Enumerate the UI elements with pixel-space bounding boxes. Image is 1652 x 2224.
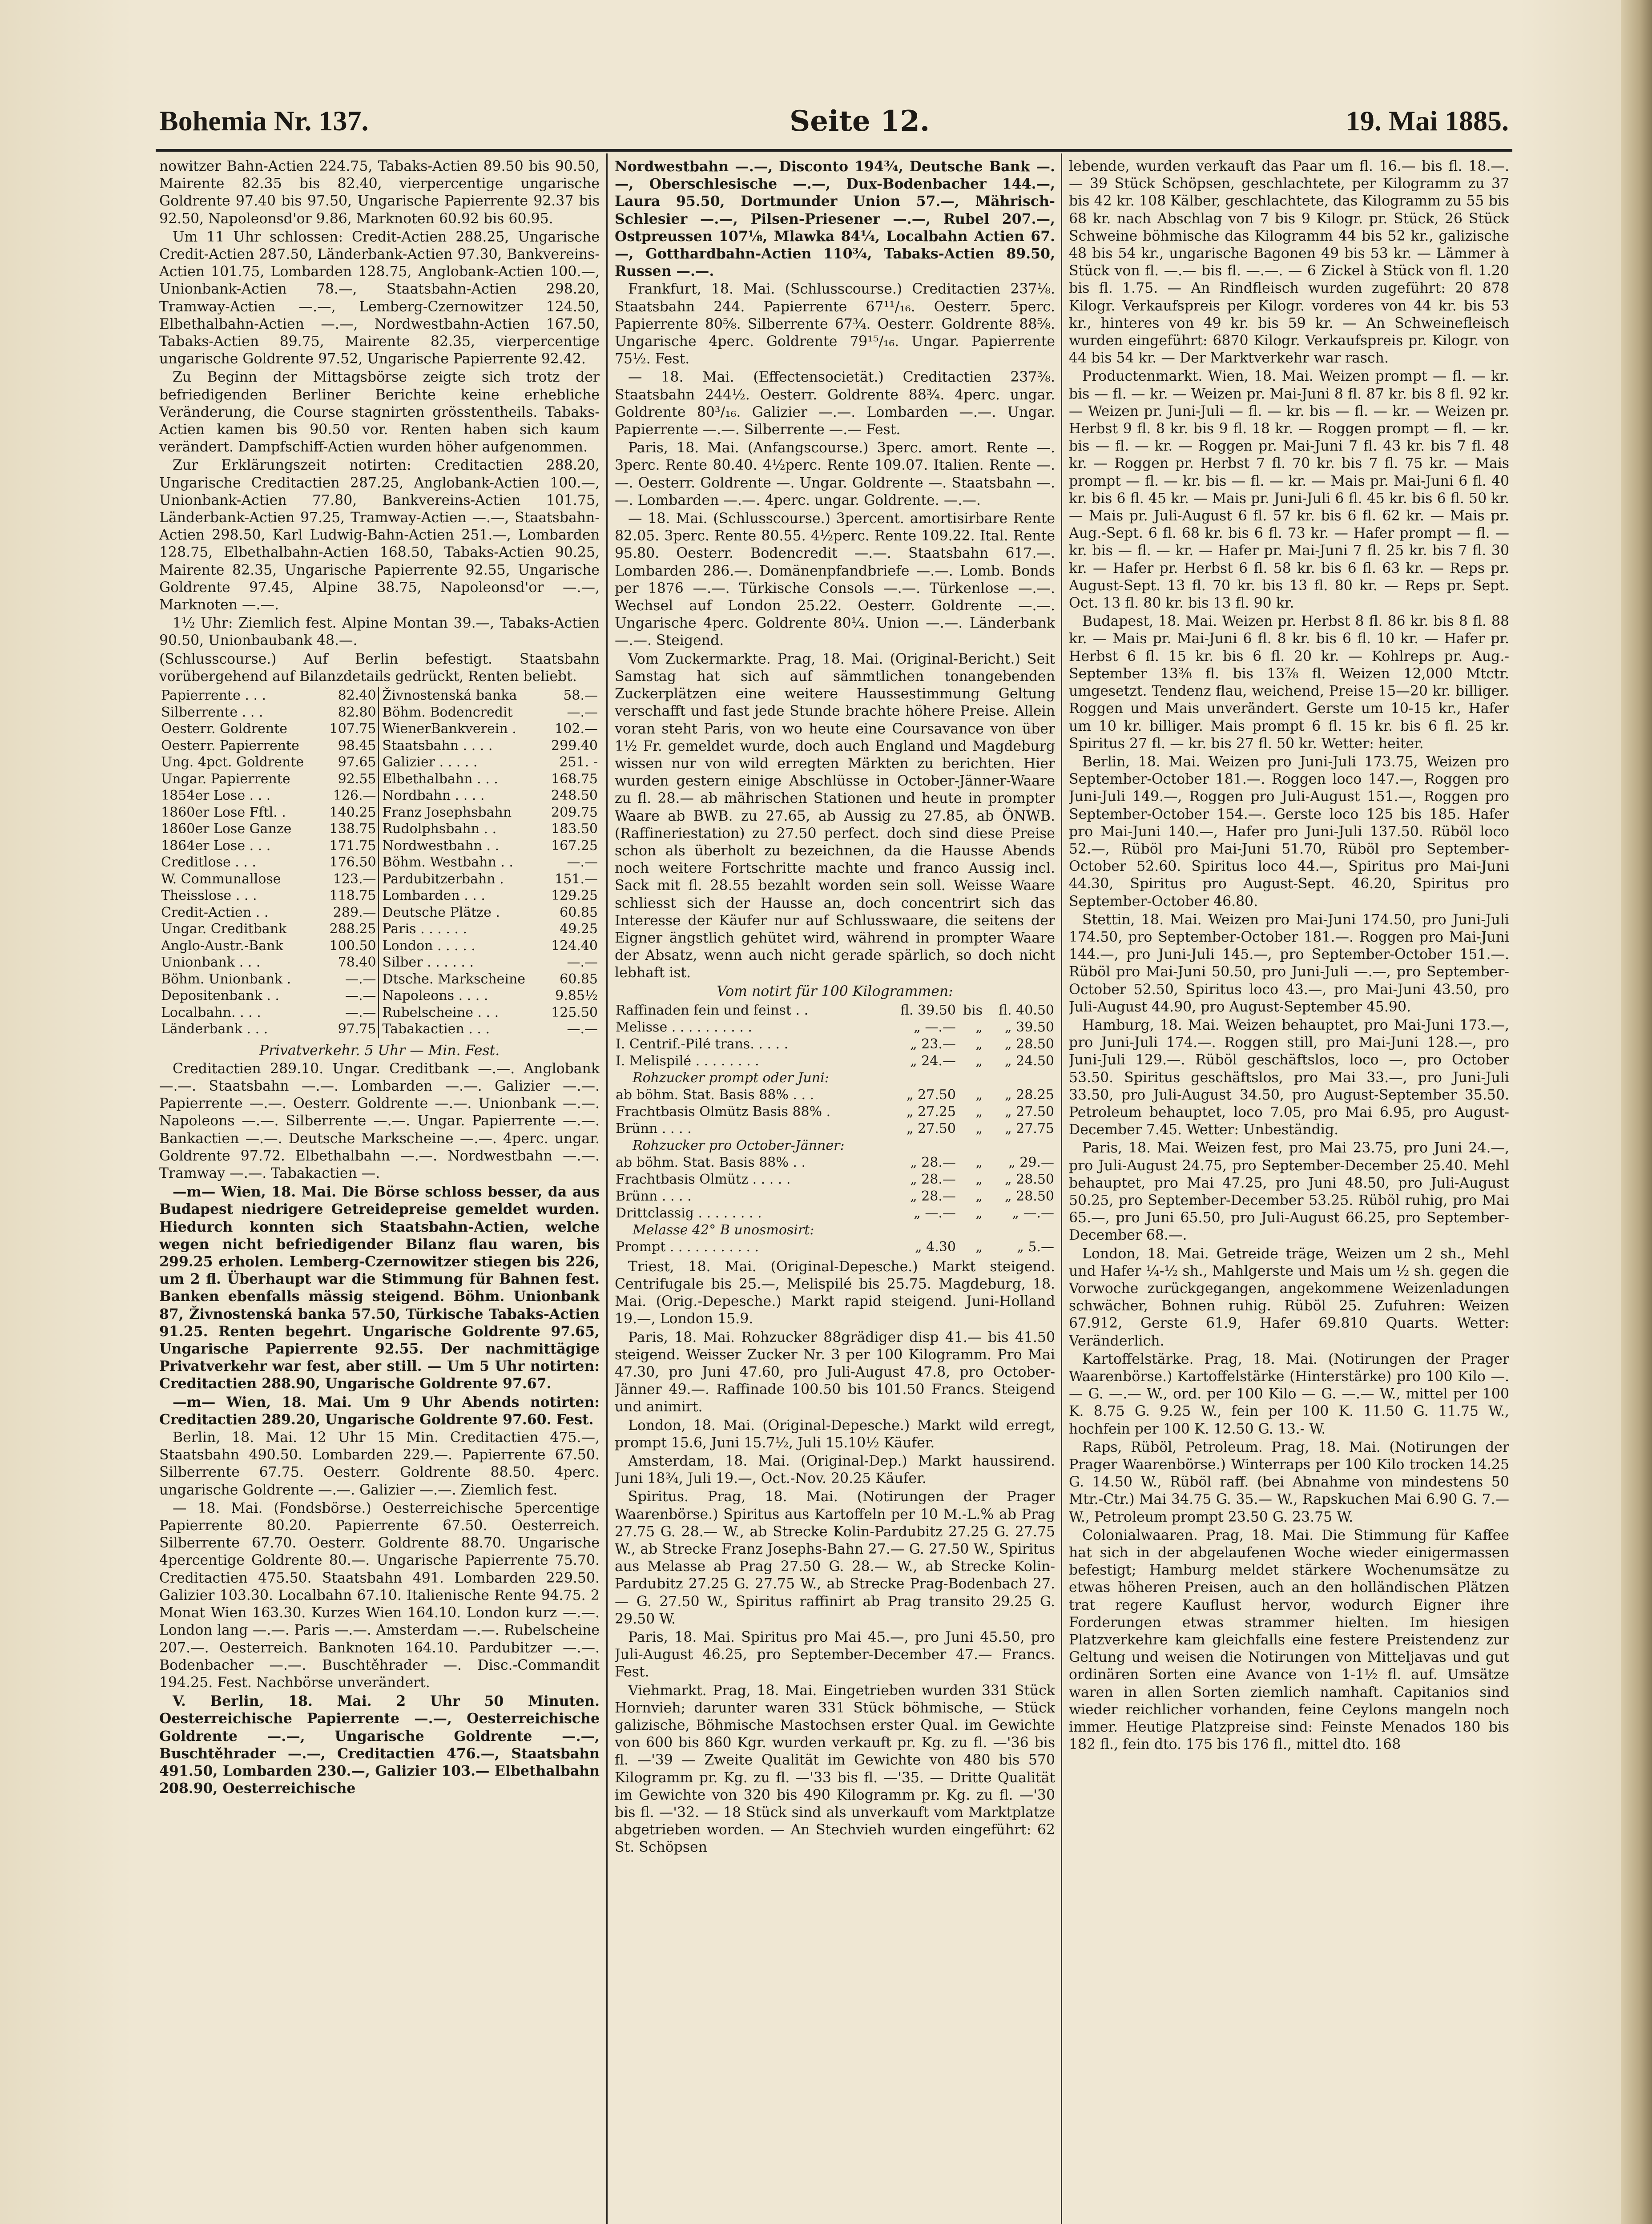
security-name: Anglo-Austr.-Bank xyxy=(161,938,283,954)
security-name: Creditlose . . . xyxy=(161,854,256,870)
security-name: Ungar. Papierrente xyxy=(161,771,290,787)
security-price: 97.75 xyxy=(322,1021,379,1038)
security-name: 1860er Lose Fftl. . xyxy=(161,804,286,820)
security-name: Ungar. Creditbank xyxy=(161,921,287,937)
table-row xyxy=(159,704,600,721)
commodity-name: Frachtbasis Olmütz . . . . . xyxy=(616,1171,791,1187)
table-row xyxy=(159,1021,600,1038)
commodity-name: Melisse . . . . . . . . . . xyxy=(616,1019,752,1035)
paragraph: Colonialwaaren. Prag, 18. Mai. Die Stimmung für Kaffee hat sich in der abgelaufenen Woche wieder einigermassen befestigt; Hamburg meldet stärkere Wochenumsätze zu etwas höheren Preisen, auch an den holländischen Plätzen trat regere Kauflust hervor, wodurch Eigner ihre Forderungen etwas strammer hielten. Im hiesigen Platzverkehre kam gleichfalls eine festere Preistendenz zur Geltung und weisen die Notirungen von Mitteljavas und gut ordinären Sorten eine Avance von 1-1½ fl. auf. Umsätze waren in allen Sorten ziemlich namhaft. Capitanios sind wieder reichlicher vorhanden, feine Ceylons mangeln noch immer. Heutige Platzpreise sind: Feinste Menados 180 bis 182 fl., fein dto. 175 bis 176 fl., mittel dto. 168 xyxy=(1069,1527,1509,1753)
table-row xyxy=(159,921,600,938)
table-row xyxy=(159,821,600,838)
table-row xyxy=(159,737,600,754)
paragraph: Nordwestbahn —.—, Disconto 194¾, Deutsche Bank —.—, Oberschlesische —.—, Dux-Bodenbacher 144.—, Laura 95.50, Dortmunder Union 57.—, Mährisch-Schlesier —.—, Pilsen-Priesener —.—, Rubel 207.—, Ostpreussen 107⅛, Mlawka 84¼, Localbahn Actien 67.—, Gotthardbahn-Actien 110¾, Tabaks-Actien 89.50, Russen —.—. xyxy=(615,158,1055,280)
commodity-name: Drittclassig . . . . . . . . xyxy=(616,1205,762,1221)
commodity-price: „ 5.— xyxy=(1017,1239,1054,1255)
security-name: Nordwestbahn . . xyxy=(382,838,500,854)
security-price: 248.50 xyxy=(551,788,598,804)
security-price: 168.75 xyxy=(551,771,598,787)
security-name: Paris . . . . . . xyxy=(382,921,467,937)
security-price: 171.75 xyxy=(322,838,379,854)
table-row xyxy=(615,1239,1055,1256)
table-row xyxy=(159,954,600,971)
security-price: 140.25 xyxy=(322,804,379,821)
header-page-number: Seite 12. xyxy=(790,105,930,138)
paragraph: Budapest, 18. Mai. Weizen pr. Herbst 8 fl. 86 kr. bis 8 fl. 88 kr. — Mais pr. Mai-Juni 6 fl. 8 kr. bis 6 fl. 10 kr. — Hafer pr. Herbst 6 fl. 15 kr. bis 6 fl. 20 kr. — Kohlreps pr. Aug.-September 13⅜ fl. bis 13⅞ fl. Weizen 12,000 Mtctr. umgesetzt. Tendenz flau, weichend, Preise 15—20 kr. billiger. Roggen und Mais unverändert. Gerste um 10-15 kr., Hafer um 10 kr. billiger. Mais prompt 6 fl. 15 kr. bis 6 fl. 25 kr. Spiritus 27 fl. — kr. bis 27 fl. 50 kr. Wetter: heiter. xyxy=(1069,613,1509,752)
commodity-price: „ xyxy=(975,1019,983,1035)
commodity-name: I. Centrif.-Pilé trans. . . . . xyxy=(616,1036,789,1052)
commodity-name: Brünn . . . . xyxy=(616,1120,692,1136)
table-row xyxy=(159,838,600,854)
paragraph: Berlin, 18. Mai. Weizen pro Juni-Juli 173.75, Weizen pro September-October 181.—. Roggen loco 147.—, Roggen pro Juni-Juli 149.—, Roggen pro Juli-August 151.—, Roggen pro September-October 154.—. Gerste loco 125 bis 185. Hafer pro Mai-Juni 140.—, Hafer pro Juni-Juli 137.50. Rüböl loco 52.—, Rüböl pro Mai-Juni 51.70, Rüböl pro September-October 52.60. Spiritus loco 44.—, Spiritus pro Mai-Juni 44.30, Spiritus pro August-Sept. 46.20, Spiritus pro September-October 46.80. xyxy=(1069,753,1509,910)
commodity-name: ab böhm. Stat. Basis 88% . . . xyxy=(616,1087,814,1103)
paragraph: — 18. Mai. (Fondsbörse.) Oesterreichische 5percentige Papierrente 80.20. Papierrente 67.50. Oesterreich. Silberrente 67.70. Oesterr. Goldrente 88.70. Ungarische 4percentige Goldrente 80.—. Ungarische Papierrente 75.70. Creditactien 475.50. Staatsbahn 491. Lombarden 229.50. Galizier 103.30. Localbahn 67.10. Italienische Rente 94.75. 2 Monat Wien 163.30. Kurzes Wien 164.10. London kurz —.—. London lang —.—. Paris —.—. Amsterdam —.—. Rubelscheine 207.—. Oesterreich. Banknoten 164.10. Pardubitzer —.—. Bodenbacher —.—. Buschtěhrader —. Disc.-Commandit 194.25. Fest. Nachbörse unverändert. xyxy=(159,1500,600,1691)
commodity-price: „ 28.— xyxy=(910,1154,956,1170)
security-name: Rubelscheine . . . xyxy=(382,1004,499,1020)
security-price: 289.— xyxy=(322,904,379,921)
security-name: Staatsbahn . . . . xyxy=(382,737,493,753)
security-name: Länderbank . . . xyxy=(161,1021,268,1037)
subheading-text: Melasse 42° B unosmosirt: xyxy=(633,1222,814,1238)
paragraph: Paris, 18. Mai. Weizen fest, pro Mai 23.75, pro Juni 24.—, pro Juli-August 24.75, pro September-December 25.40. Mehl behauptet, pro Mai 47.25, pro Juni 48.50, pro Juli-August 50.25, pro September-December 53.25. Rüböl ruhig, pro Mai 65.—, pro Juni 65.50, pro Juli-August 66.25, pro September-December 68.—. xyxy=(1069,1140,1509,1244)
commodity-price: „ —.— xyxy=(914,1019,956,1035)
security-name: Galizier . . . . . xyxy=(382,754,478,770)
security-name: Papierrente . . . xyxy=(161,688,266,704)
security-name: Böhm. Bodencredit xyxy=(382,704,513,720)
commodity-name: Raffinaden fein und feinst . . xyxy=(616,1002,809,1018)
security-price: 167.25 xyxy=(551,838,598,854)
paragraph: Zu Beginn der Mittagsbörse zeigte sich trotz der befriedigenden Berliner Berichte keine erhebliche Veränderung, die Course stagnirten grösstentheils. Tabaks-Actien kamen bis 90.50 vor. Renten haben sich kaum verändert. Dampfschiff-Actien wurden höher aufgenommen. xyxy=(159,369,600,455)
table-row xyxy=(615,1002,1055,1019)
security-price: —.— xyxy=(322,971,379,988)
security-name: Napoleons . . . . xyxy=(382,988,488,1004)
commodity-price: „ 27.50 xyxy=(906,1087,956,1103)
security-price: 100.50 xyxy=(322,938,379,955)
table-row xyxy=(615,1171,1055,1188)
commodity-price: „ 27.25 xyxy=(906,1104,956,1120)
paragraph: Triest, 18. Mai. (Original-Depesche.) Markt steigend. Centrifugale bis 25.—, Melispilé bis 25.75. Magdeburg, 18. Mai. (Orig.-Depesche.) Markt rapid steigend. Juni-Holland 19.—, London 15.9. xyxy=(615,1258,1055,1327)
column-divider xyxy=(606,153,608,2224)
security-name: Unionbank . . . xyxy=(161,955,261,971)
security-price: —.— xyxy=(322,1004,379,1021)
commodity-price: „ xyxy=(975,1036,983,1052)
paragraph: lebende, wurden verkauft das Paar um fl. 16.— bis fl. 18.—. — 39 Stück Schöpsen, geschlachtete, per Kilogramm zu 37 bis 42 kr. 108 Kälber, geschlachtete, das Kilogramm zu 55 bis 68 kr. nach Abschlag von 7 bis 9 Kilogr. pr. Stück, 26 Stück Schweine böhmische das Kilogramm 44 bis 52 kr., galizische 48 bis 54 kr., ungarische Bagonen 49 bis 53 kr. — Lämmer à Stück von fl. —.— bis fl. —.—. — 6 Zickel à Stück von fl. 1.20 bis fl. 1.75. — An Rindfleisch wurden zugeführt: 20 878 Kilogr. Verkaufspreis per Kilogr. vorderes von 44 kr. bis 53 kr., hinteres von 49 kr. bis 59 kr. — An Schweinefleisch wurden eingeführt: 6870 Kilogr. Verkaufspreis pr. Kilogr. von 44 bis 54 kr. — Der Marktverkehr war rasch. xyxy=(1069,158,1509,367)
paragraph: Raps, Rüböl, Petroleum. Prag, 18. Mai. (Notirungen der Prager Waarenbörse.) Winterraps per 100 Kilo trocken 14.25 G. 14.50 W., Rüböl raff. (bei Abnahme von mindestens 50 Mtr.-Ctr.) Mai 34.75 G. 35.— W., Rapskuchen Mai 6.90 G. 7.— W., Petroleum prompt 23.50 G. 23.75 W. xyxy=(1069,1439,1509,1525)
paragraph: Frankfurt, 18. Mai. (Schlusscourse.) Creditactien 237⅛. Staatsbahn 244. Papierrente 67¹¹/₁₆. Oesterr. 5perc. Papierrente 80⅝. Silberrente 67¾. Oesterr. Goldrente 88⅝. Ungarische 4perc. Goldrente 79¹⁵/₁₆. Ungar. Papierrente 75½. Fest. xyxy=(615,281,1055,367)
security-name: Ung. 4pct. Goldrente xyxy=(161,754,304,770)
paragraph: Spiritus. Prag, 18. Mai. (Notirungen der Prager Waarenbörse.) Spiritus aus Kartoffeln per 10 M.-L.% ab Prag 27.75 G. 28.— W., ab Strecke Kolin-Pardubitz 27.25 G. 27.75 W., ab Strecke Franz Josephs-Bahn 27.— G. 27.50 W., Spiritus aus Melasse ab Prag 27.50 G. 28.— W., ab Strecke Kolin-Pardubitz 27.25 G. 27.75 W., ab Strecke Prag-Bodenbach 27.— G. 27.50 W., Spiritus raffinirt ab Prag transito 29.25 G. 29.50 W. xyxy=(615,1489,1055,1627)
commodity-price: „ 28.50 xyxy=(1005,1188,1054,1204)
commodity-price: bis xyxy=(963,1002,983,1018)
column-3 xyxy=(1069,158,1509,2224)
paragraph: 1½ Uhr: Ziemlich fest. Alpine Montan 39.—, Tabaks-Actien 90.50, Unionbaubank 48.—. xyxy=(159,615,600,649)
table-row xyxy=(159,871,600,888)
security-price: 82.40 xyxy=(322,687,379,704)
paragraph: Kartoffelstärke. Prag, 18. Mai. (Notirungen der Prager Waarenbörse.) Kartoffelstärke (Hinterstärke) pro 100 Kilo —.— G. —.— W., ord. per 100 Kilo — G. —.— W., mittel per 100 K. 8.75 G. 9.25 W., fein per 100 K. 11.50 G. 11.75 W., hochfein per 100 K. 12.50 G. 13.- W. xyxy=(1069,1351,1509,1437)
paragraph: —m— Wien, 18. Mai. Die Börse schloss besser, da aus Budapest niedrigere Getreidepreise gemeldet wurden. Hiedurch konnten sich Staatsbahn-Actien, welche wegen nicht befriedigender Bilanz flau waren, bis 299.25 erholen. Lemberg-Czernowitzer stiegen bis 226, um 2 fl. Überhaupt war die Stimmung für Bahnen fest. Banken ebenfalls mässig steigend. Böhm. Unionbank 87, Živnostenská banka 57.50, Türkische Tabaks-Actien 91.25. Renten begehrt. Ungarische Goldrente 97.65, Ungarische Papierrente 92.55. Der nachmittägige Privatverkehr war fest, aber still. — Um 5 Uhr notirten: Creditactien 288.90, Ungarische Goldrente 97.67. xyxy=(159,1184,600,1392)
commodity-price: „ 27.50 xyxy=(1005,1104,1054,1120)
table-row xyxy=(159,721,600,737)
table-row xyxy=(159,771,600,788)
security-price: 124.40 xyxy=(551,938,598,954)
paragraph: (Schlusscourse.) Auf Berlin befestigt. Staatsbahn vorübergehend auf Bilanzdetails gedrückt, Renten beliebt. xyxy=(159,651,600,685)
table-subheading xyxy=(615,1222,1055,1239)
table-row xyxy=(159,904,600,921)
paragraph: Zur Erklärungszeit notirten: Creditactien 288.20, Ungarische Creditactien 287.25, Anglobank-Actien 100.—, Unionbank-Actien 77.80, Bankvereins-Actien 101.75, Länderbank-Actien 97.25, Tramway-Actien —.—, Staatsbahn-Actien 298.50, Karl Ludwig-Bahn-Actien 251.—, Lombarden 128.75, Elbethalbahn-Actien 168.50, Tabaks-Actien 90.25, Mairente 82.35, Ungarische Papierrente 92.55, Ungarische Goldrente 97.45, Alpine 38.75, Napoleonsd'or —.—, Marknoten —.—. xyxy=(159,457,600,613)
security-name: Lombarden . . . xyxy=(382,888,485,904)
commodity-price: „ 27.75 xyxy=(1005,1120,1054,1136)
security-name: Oesterr. Goldrente xyxy=(161,721,288,737)
commodity-price: „ 24.50 xyxy=(1005,1053,1054,1069)
paragraph: Amsterdam, 18. Mai. (Original-Dep.) Markt haussirend. Juni 18¾, Juli 19.—, Oct.-Nov. 20.25 Käufer. xyxy=(615,1453,1055,1487)
commodity-price: „ xyxy=(975,1171,983,1187)
security-name: 1854er Lose . . . xyxy=(161,788,271,804)
security-name: Oesterr. Papierrente xyxy=(161,737,299,753)
table-subheading xyxy=(615,1137,1055,1154)
security-price: 123.— xyxy=(322,871,379,888)
security-price: 176.50 xyxy=(322,854,379,871)
table-row xyxy=(159,987,600,1004)
security-price: 126.— xyxy=(322,787,379,804)
security-name: Deutsche Plätze . xyxy=(382,904,500,920)
security-name: Nordbahn . . . . xyxy=(382,788,485,804)
security-price: —.— xyxy=(567,1021,598,1037)
commodity-price: fl. 39.50 xyxy=(900,1002,956,1018)
table-row xyxy=(615,1019,1055,1036)
table-row xyxy=(159,754,600,771)
security-name: 1864er Lose . . . xyxy=(161,838,271,854)
commodity-name: Prompt . . . . . . . . . . . xyxy=(616,1239,759,1255)
paragraph: Productenmarkt. Wien, 18. Mai. Weizen prompt — fl. — kr. bis — fl. — kr. — Weizen pr. Mai-Juni 8 fl. 87 kr. bis 8 fl. 92 kr. — Weizen pr. Juni-Juli — fl. — kr. bis — fl. — kr. — Weizen pr. Herbst 9 fl. 8 kr. bis 9 fl. 18 kr. — Roggen prompt — fl. — kr. bis — fl. — kr. — Roggen pr. Mai-Juni 7 fl. 43 kr. bis 7 fl. 48 kr. — Roggen pr. Herbst 7 fl. 70 kr. bis 7 fl. 75 kr. — Mais prompt — fl. — kr. bis — fl. — kr. — Mais pr. Mai-Juni 6 fl. 40 kr. bis 6 fl. 45 kr. — Mais pr. Juni-Juli 6 fl. 45 kr. bis 6 fl. 50 kr. — Mais pr. Juli-August 6 fl. 57 kr. bis 6 fl. 62 kr. — Mais pr. Aug.-Sept. 6 fl. 68 kr. bis 6 fl. 73 kr. — Hafer prompt — fl. — kr. bis — fl. — kr. — Hafer pr. Mai-Juni 7 fl. 25 kr. bis 7 fl. 30 kr. — Hafer pr. Herbst 6 fl. 58 kr. bis 6 fl. 63 kr. — Reps pr. August-Sept. 13 fl. 70 kr. bis 13 fl. 80 kr. — Reps pr. Sept. Oct. 13 fl. 80 kr. bis 13 fl. 90 kr. xyxy=(1069,368,1509,612)
security-name: Depositenbank . . xyxy=(161,988,279,1004)
paragraph: Paris, 18. Mai. Spiritus pro Mai 45.—, pro Juni 45.50, pro Juli-August 46.25, pro September-December 47.— Francs. Fest. xyxy=(615,1629,1055,1680)
commodity-price: „ 23.— xyxy=(910,1036,956,1052)
table-row xyxy=(159,854,600,871)
paragraph: Um 11 Uhr schlossen: Credit-Actien 288.25, Ungarische Credit-Actien 287.50, Länderbank-Actien 97.30, Bankvereins-Actien 101.75, Lombarden 128.75, Anglobank-Actien 100.—, Unionbank-Actien 78.—, Staatsbahn-Actien 298.20, Tramway-Actien —.—, Lemberg-Czernowitzer 124.50, Elbethalbahn-Actien —.—, Nordwestbahn-Actien 167.50, Tabaks-Actien 89.75, Mairente 82.35, vierpercentige ungarische Goldrente 97.52, Ungarische Papierrente 92.42. xyxy=(159,229,600,367)
security-name: Pardubitzerbahn . xyxy=(382,871,504,887)
table-row xyxy=(615,1104,1055,1120)
commodity-price: „ xyxy=(975,1205,983,1221)
commodity-price: „ xyxy=(975,1053,983,1069)
paragraph: Vom Zuckermarkte. Prag, 18. Mai. (Original-Bericht.) Seit Samstag hat sich auf sämmtlichen tonangebenden Zuckerplätzen eine weitere Haussestimmung Geltung verschafft und fast jede Stunde brachte höhere Preise. Allein voran steht Paris, von wo heute eine Coursavance von über 1½ Fr. gemeldet wurde, doch auch England und Magdeburg wissen nur von wild erregten Märkten zu berichten. Hier wurden gestern einige Abschlüsse in October-Jänner-Waare zu fl. 28.— ab mährischen Stationen und heute in prompter Waare ab BWB. zu 27.65, ab Aussig zu 27.85, ab ÖNWB. (Raffineriestation) zu 27.50 perfect. doch sind diese Preise schon als überholt zu bezeichnen, da die Hausse Abends noch weitere Fortschritte machte und franco Aussig incl. Sack mit fl. 28.55 bezahlt worden sein soll. Weisse Waare schliesst sich der Hausse an, doch concentrirt sich das Interesse der Käufer nur auf Schlusswaare, die seitens der Eigner ängstlich gehütet wird, während in prompter Waare der Absatz, wenn auch nicht gerade spärlich, so doch nicht lebhaft ist. xyxy=(615,651,1055,981)
security-price: 82.80 xyxy=(322,704,379,721)
column-1 xyxy=(159,158,600,2224)
security-price: 49.25 xyxy=(560,921,598,937)
commodity-price: „ 28.50 xyxy=(1005,1171,1054,1187)
commodity-name: Frachtbasis Olmütz Basis 88% . xyxy=(616,1104,831,1120)
table-row xyxy=(159,687,600,704)
security-name: Theisslose . . . xyxy=(161,888,257,904)
commodity-price: „ xyxy=(975,1239,983,1255)
table-row xyxy=(159,938,600,955)
paragraph: London, 18. Mai. (Original-Depesche.) Markt wild erregt, prompt 15.6, Juni 15.7½, Juli 15.10½ Käufer. xyxy=(615,1417,1055,1451)
security-price: 183.50 xyxy=(551,821,598,837)
subheading-text: Rohzucker prompt oder Juni: xyxy=(633,1070,829,1086)
commodity-price: „ xyxy=(975,1188,983,1204)
commodity-price: „ xyxy=(975,1104,983,1120)
subheading-text: Rohzucker pro October-Jänner: xyxy=(633,1137,845,1153)
commodity-price: „ xyxy=(975,1087,983,1103)
commodity-price: „ 27.50 xyxy=(906,1120,956,1136)
commodity-price: „ —.— xyxy=(914,1205,956,1221)
security-name: Rudolphsbahn . . xyxy=(382,821,497,837)
paragraph: London, 18. Mai. Getreide träge, Weizen um 2 sh., Mehl und Hafer ¼-½ sh., Mahlgerste und Mais um ½ sh. gegen die Vorwoche zurückgegangen, angekommene Weizenladungen schwächer, Bohnen ruhig. Rüböl 25. Zufuhren: Weizen 67.912, Gerste 61.9, Hafer 69.810 Quarts. Wetter: Veränderlich. xyxy=(1069,1245,1509,1349)
commodity-price: „ —.— xyxy=(1012,1205,1054,1221)
security-name: Böhm. Westbahn . . xyxy=(382,854,513,870)
column-2 xyxy=(615,158,1055,2224)
paragraph: nowitzer Bahn-Actien 224.75, Tabaks-Actien 89.50 bis 90.50, Mairente 82.35 bis 82.40, vierpercentige ungarische Goldrente 97.40 bis 97.50, Ungarische Papierrente 92.37 bis 92.50, Napoleonsd'or 9.86, Marknoten 60.92 bis 60.95. xyxy=(159,158,600,227)
commodity-price: „ 28.50 xyxy=(1005,1036,1054,1052)
security-price: 58.— xyxy=(563,688,598,704)
commodity-price: fl. 40.50 xyxy=(999,1002,1054,1018)
table-row xyxy=(615,1205,1055,1222)
security-price: 60.85 xyxy=(560,904,598,920)
security-name: Credit-Actien . . xyxy=(161,904,269,920)
table-subheading xyxy=(615,1070,1055,1087)
table-row xyxy=(159,971,600,988)
security-name: 1860er Lose Ganze xyxy=(161,821,292,837)
paragraph: — 18. Mai. (Effectensocietät.) Creditactien 237⅜. Staatsbahn 244½. Oesterr. Goldrente 88¾. 4perc. ungar. Goldrente 80³/₁₆. Galizier —.—. Lombarden —.—. Ungar. Papierrente —.—. Silberrente —.— Fest. xyxy=(615,369,1055,438)
paragraph: Stettin, 18. Mai. Weizen pro Mai-Juni 174.50, pro Juni-Juli 174.50, pro September-October 181.—. Roggen pro Mai-Juni 144.—, pro Juni-Juli 145.—, pro September-October 151.—. Rüböl pro Mai-Juni 50.50, pro Juni-Juli —.—, pro September-October 52.50, Spiritus loco 43.—, pro Mai-Juni 43.50, pro Juli-August 44.90, pro August-September 45.90. xyxy=(1069,911,1509,1015)
security-price: 78.40 xyxy=(322,954,379,971)
security-price: 209.75 xyxy=(551,804,598,820)
security-price: 251. - xyxy=(559,754,598,770)
table-row xyxy=(159,887,600,904)
table-row xyxy=(615,1120,1055,1137)
paragraph: Berlin, 18. Mai. 12 Uhr 15 Min. Creditactien 475.—, Staatsbahn 490.50. Lombarden 229.—. Papierrente 67.50. Silberrente 67.75. Oesterr. Goldrente 88.50. 4perc. ungarische Goldrente —.—. Galizier —.—. Ziemlich fest. xyxy=(159,1430,600,1498)
security-price: 60.85 xyxy=(560,971,598,987)
security-price: —.— xyxy=(567,704,598,720)
paragraph: Paris, 18. Mai. (Anfangscourse.) 3perc. amort. Rente —. 3perc. Rente 80.40. 4½perc. Rente 109.07. Italien. Rente —.—. Oesterr. Goldrente —. Ungar. Goldrente —. Staatsbahn —.—. Lombarden —.—. 4perc. ungar. Goldrente. —.—. xyxy=(615,440,1055,508)
security-price: 9.85½ xyxy=(555,988,598,1004)
commodity-price: „ xyxy=(975,1154,983,1170)
table-row xyxy=(159,787,600,804)
security-price: 138.75 xyxy=(322,821,379,838)
commodity-name: I. Melispilé . . . . . . . . xyxy=(616,1053,759,1069)
security-name: Localbahn. . . . xyxy=(161,1004,261,1020)
security-price: 151.— xyxy=(555,871,598,887)
security-name: Silberrente . . . xyxy=(161,704,263,720)
table-row xyxy=(159,804,600,821)
commodity-price: „ 28.— xyxy=(910,1171,956,1187)
commodity-price: „ 4.30 xyxy=(915,1239,956,1255)
security-price: 288.25 xyxy=(322,921,379,938)
security-name: WienerBankverein . xyxy=(382,721,516,737)
paragraph: V. Berlin, 18. Mai. 2 Uhr 50 Minuten. Oesterreichische Papierrente —.—, Oesterreichische Goldrente —.—, Ungarische Goldrente —.—, Buschtěhrader —.—, Creditactien 476.—, Staatsbahn 491.50, Lombarden 230.—, Galizier 103.— Elbethalbahn 208.90, Oesterreichische xyxy=(159,1693,600,1797)
header-date: 19. Mai 1885. xyxy=(1346,105,1509,137)
security-name: Tabakactien . . . xyxy=(382,1021,490,1037)
security-name: Silber . . . . . . xyxy=(382,955,474,971)
commodity-price: „ 29.— xyxy=(1008,1154,1054,1170)
commodity-price: „ 28.— xyxy=(910,1188,956,1204)
commodity-name: Brünn . . . . xyxy=(616,1188,692,1204)
security-price: 102.— xyxy=(555,721,598,737)
security-name: Živnostenská banka xyxy=(382,688,517,704)
column-divider xyxy=(1061,153,1062,2224)
page-header xyxy=(156,100,1512,152)
table-row xyxy=(615,1036,1055,1053)
commodity-price: „ xyxy=(975,1120,983,1136)
security-price: —.— xyxy=(567,854,598,870)
paragraph: —m— Wien, 18. Mai. Um 9 Uhr Abends notirten: Creditactien 289.20, Ungarische Goldrente 97.60. Fest. xyxy=(159,1394,600,1428)
table-row xyxy=(159,1004,600,1021)
table-row xyxy=(615,1087,1055,1104)
exchange-rates-table xyxy=(159,687,600,1038)
commodity-price: „ 39.50 xyxy=(1005,1019,1054,1035)
commodity-name: ab böhm. Stat. Basis 88% . . xyxy=(616,1154,806,1170)
security-price: 125.50 xyxy=(551,1004,598,1020)
page-binding-edge xyxy=(1621,0,1652,2224)
table-row xyxy=(615,1188,1055,1205)
security-name: London . . . . . xyxy=(382,938,475,954)
sugar-prices-table xyxy=(615,1002,1055,1256)
paragraph: — 18. Mai. (Schlusscourse.) 3percent. amortisirbare Rente 82.05. 3perc. Rente 80.55. 4½perc. Rente 109.22. Ital. Rente 95.80. Oesterr. Bodencredit —.—. Staatsbahn 617.—. Lombarden 286.—. Domänenpfandbriefe —.—. Lomb. Bonds per 1876 —.—. Türkische Consols —.—. Türkenlose —.—. Wechsel auf London 25.22. Oesterr. Goldrente —.—. Ungarische 4perc. Goldrente 80¼. Union —.—. Länderbank —.—. Steigend. xyxy=(615,511,1055,649)
security-price: 299.40 xyxy=(551,737,598,753)
security-price: 107.75 xyxy=(322,721,379,737)
paragraph: Paris, 18. Mai. Rohzucker 88grädiger disp 41.— bis 41.50 steigend. Weisser Zucker Nr. 3 per 100 Kilogramm. Pro Mai 47.30, pro Juni 47.60, pro Juli-August 47.8, pro October-Jänner 49.—. Raffinade 100.50 bis 101.50 Francs. Steigend und animirt. xyxy=(615,1329,1055,1415)
security-name: Böhm. Unionbank . xyxy=(161,971,291,987)
paragraph: Creditactien 289.10. Ungar. Creditbank —.—. Anglobank —.—. Staatsbahn —.—. Lombarden —.—. Galizier —.—. Papierrente —.—. Oesterr. Goldrente —.—. Unionbank —.—. Napoleons —.—. Silberrente —.—. Ungar. Papierrente —.—. Bankactien —.—. Deutsche Markscheine —.—. 4perc. ungar. Goldrente 97.72. Elbethalbahn —.—. Nordwestbahn —.—. Tramway —.—. Tabakactien —. xyxy=(159,1060,600,1182)
security-name: Elbethalbahn . . . xyxy=(382,771,498,787)
security-price: 92.55 xyxy=(322,771,379,788)
table-row xyxy=(615,1053,1055,1070)
header-title: Bohemia Nr. 137. xyxy=(159,105,369,137)
security-price: 97.65 xyxy=(322,754,379,771)
section-heading: Privatverkehr. 5 Uhr — Min. Fest. xyxy=(259,1042,500,1059)
paragraph: Hamburg, 18. Mai. Weizen behauptet, pro Mai-Juni 173.—, pro Juni-Juli 174.—. Roggen still, pro Mai-Juni 128.—, pro Juni-Juli 129.—. Rüböl geschäftslos, loco —, pro October 53.50. Spiritus geschäftslos, pro Mai 33.—, pro Juni-Juli 33.50, pro Juli-August 34.50, pro August-September 35.50. Petroleum behauptet, loco 7.05, pro Mai 6.95, pro August-December 7.45. Wetter: Unbeständig. xyxy=(1069,1017,1509,1138)
paragraph: Viehmarkt. Prag, 18. Mai. Eingetrieben wurden 331 Stück Hornvieh; darunter waren 331 Stück böhmische, — Stück galizische, Böhmische Mastochsen erster Qual. im Gewichte von 600 bis 860 Kgr. wurden verkauft pr. Kg. zu fl. —'36 bis fl. —'39 — Zweite Qualität im Gewichte von 480 bis 570 Kilogramm pr. Kg. zu fl. —'33 bis fl. —'35. — Dritte Qualität im Gewichte von 320 bis 490 Kilogramm pr. Kg. zu fl. —'30 bis fl. —'32. — 18 Stück sind als unverkauft vom Marktplatze abgetrieben worden. — An Stechvieh wurden eingeführt: 62 St. Schöpsen xyxy=(615,1682,1055,1856)
security-price: —.— xyxy=(322,987,379,1004)
section-heading: Vom notirt für 100 Kilogrammen: xyxy=(717,983,953,999)
security-price: 118.75 xyxy=(322,887,379,904)
security-price: —.— xyxy=(567,955,598,971)
security-name: Dtsche. Markscheine xyxy=(382,971,526,987)
security-price: 98.45 xyxy=(322,737,379,754)
security-name: W. Communallose xyxy=(161,871,281,887)
security-name: Franz Josephsbahn xyxy=(382,804,512,820)
commodity-price: „ 28.25 xyxy=(1005,1087,1054,1103)
commodity-price: „ 24.— xyxy=(910,1053,956,1069)
table-row xyxy=(615,1154,1055,1171)
security-price: 129.25 xyxy=(551,888,598,904)
